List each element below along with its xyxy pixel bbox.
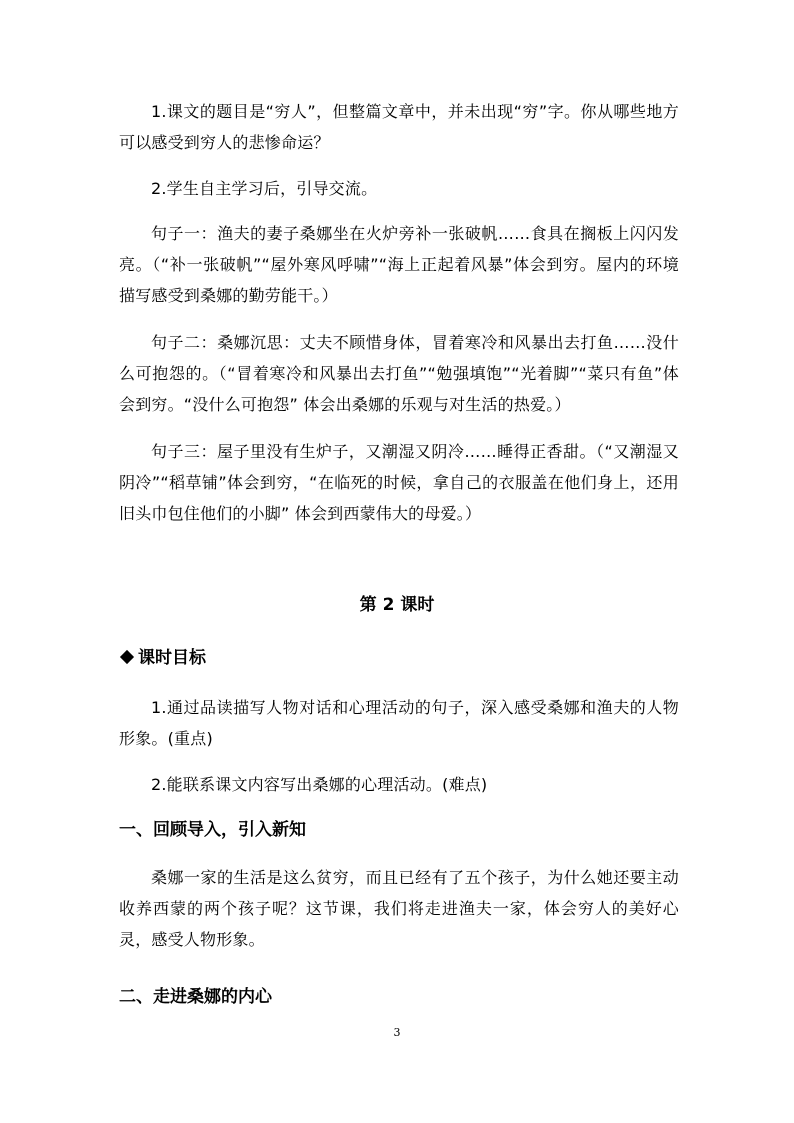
section-one-text: 桑娜一家的生活是这么贫穷，而且已经有了五个孩子，为什么她还要主动收养西蒙的两个孩子呢？这节课，我们将走进渔夫一家，体会穷人的美好心灵，感受人物形象。 [119, 868, 679, 949]
section-two-heading: 二、走进桑娜的内心 [119, 987, 272, 1007]
lesson-title: 第 2 课时 [359, 595, 435, 615]
section-one-heading: 一、回顾导入，引入新知 [119, 820, 306, 840]
sentence-three-paragraph: 句子三：屋子里没有生炉子，又潮湿又阴冷……睡得正香甜。（“又潮湿又阴冷”“稻草铺”体会到穷，“在临死的时候，拿自己的衣服盖在他们身上，还用旧头巾包住他们的小脚” 体会到西蒙伟大的母爱。） [119, 442, 679, 523]
instruction-paragraph: 2.学生自主学习后，引导交流。 [151, 179, 378, 198]
sentence-two-paragraph: 句子二：桑娜沉思：丈夫不顾惜身体，冒着寒冷和风暴出去打鱼……没什么可抱怨的。（“冒着寒冷和风暴出去打鱼”“勉强填饱”“光着脚”“菜只有鱼”体会到穷。“没什么可抱怨” 体会出桑娜的乐观与对生活的热爱。） [119, 333, 679, 414]
diamond-bullet-icon [120, 650, 134, 664]
sentence-one-paragraph: 句子一：渔夫的妻子桑娜坐在火炉旁补一张破帆……食具在搁板上闪闪发亮。（“补一张破帆”“屋外寒风呼啸”“海上正起着风暴”体会到穷。屋内的环境描写感受到桑娜的勤劳能干。） [119, 224, 679, 305]
goal-heading-text: 课时目标 [138, 648, 206, 668]
goal-item-1: 1.通过品读描写人物对话和心理活动的句子，深入感受桑娜和渔夫的人物形象。(重点) [119, 698, 679, 748]
goal-heading [119, 643, 679, 673]
page-number: 3 [393, 1026, 401, 1039]
goal-item-2: 2.能联系课文内容写出桑娜的心理活动。(难点) [151, 775, 488, 794]
question-paragraph: 1.课文的题目是“穷人”，但整篇文章中，并未出现“穷”字。你从哪些地方可以感受到穷人的悲惨命运？ [119, 102, 679, 152]
